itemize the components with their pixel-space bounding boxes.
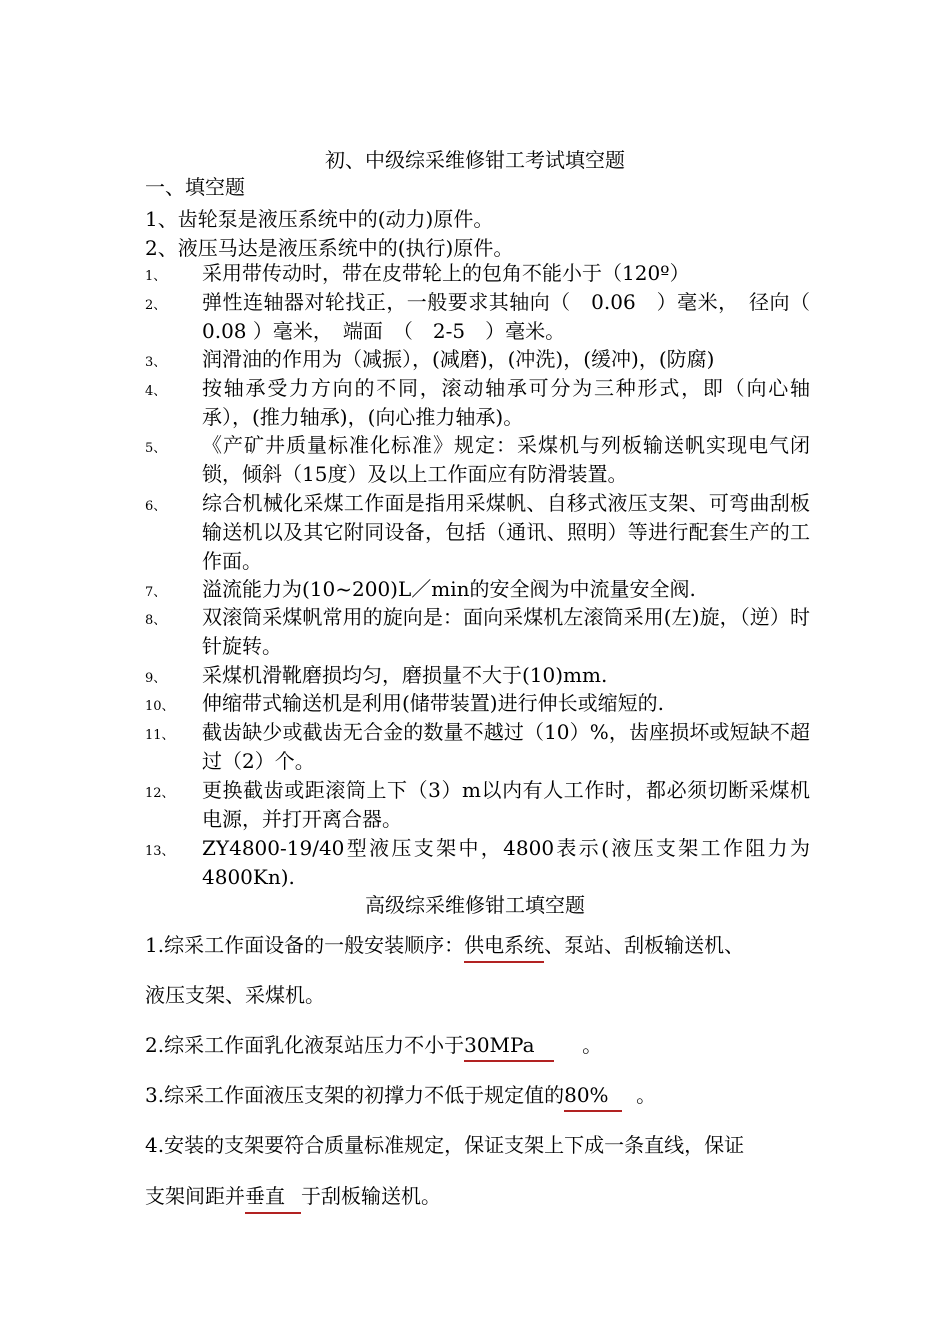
question-text: 支架间距并 [145,1184,245,1208]
advanced-section-title: 高级综采维修钳工填空题 [365,893,585,917]
question-number: 9、 [145,671,167,686]
question-text: 2.综采工作面乳化液泵站压力不小于 [145,1033,465,1057]
question-text: 截齿缺少或截齿无合金的数量不越过（10）%，齿座损坏或短缺不超过（2）个。 [202,720,810,773]
answer-underline: 30MPa [464,1033,554,1062]
question-number: 5、 [145,441,167,456]
question-text: 更换截齿或距滚筒上下（3）m以内有人工作时，都必须切断采煤机电源，并打开离合器。 [202,778,810,831]
advanced-question-3 [145,1079,656,1112]
question-text: 按轴承受力方向的不同，滚动轴承可分为三种形式，即（向心轴承），(推力轴承)，(向心推力轴承)。 [202,376,810,429]
question-text: 3.综采工作面液压支架的初撑力不低于规定值的 [145,1083,565,1107]
question-text: 弹性连轴器对轮找正，一般要求其轴向（ 0.06 ）毫米， 径向（ 0.08 ）毫米， 端面 （ 2-5 ）毫米。 [202,290,810,343]
question-number: 13、 [145,844,175,859]
question-text: 。 [636,1083,657,1107]
advanced-question-4: 4.安装的支架要符合质量标准规定，保证支架上下成一条直线，保证 [145,1133,745,1157]
question-number: 11、 [145,728,175,743]
question-text: 溢流能力为(10~200)L／min的安全阀为中流量安全阀. [202,577,696,601]
question-number: 4、 [145,384,167,399]
question-text: 伸缩带式输送机是利用(储带装置)进行伸长或缩短的. [202,691,664,715]
question-text: 。 [582,1033,603,1057]
question-number: 7、 [145,585,167,600]
intro-question-2: 2、液压马达是液压系统中的(执行)原件。 [145,236,514,260]
question-number: 8、 [145,613,167,628]
advanced-question-4-cont [145,1180,441,1214]
question-number: 1、 [145,269,167,284]
question-number: 6、 [145,499,167,514]
section-heading: 一、填空题 [145,175,245,199]
intro-question-1: 1、齿轮泵是液压系统中的(动力)原件。 [145,207,494,231]
question-number: 10、 [145,699,175,714]
answer-underline: 垂直 [245,1180,301,1214]
question-text: 《产矿井质量标准化标准》规定：采煤机与列板输送帆实现电气闭锁，倾斜（15度）及以上工作面应有防滑装置。 [202,433,810,486]
question-text: 润滑油的作用为（减振），(减磨)，(冲洗)，(缓冲)，(防腐) [202,347,715,371]
answer-underline: 80% [564,1083,622,1112]
advanced-question-1-cont: 液压支架、采煤机。 [145,983,325,1007]
document-title: 初、中级综采维修钳工考试填空题 [325,148,625,172]
advanced-question-2 [145,1029,602,1062]
question-text: 1.综采工作面设备的一般安装顺序： [145,933,465,957]
question-text: 于刮板输送机。 [301,1184,441,1208]
question-number: 2、 [145,298,167,313]
advanced-question-1 [145,929,744,963]
question-number: 3、 [145,355,167,370]
answer-underline: 供电系统 [464,929,544,963]
question-number: 12、 [145,786,175,801]
question-text: ZY4800-19/40型液压支架中，4800表示(液压支架工作阻力为4800Kn). [202,836,810,889]
question-text: 双滚筒采煤帆常用的旋向是：面向采煤机左滚筒采用(左)旋，（逆）时针旋转。 [202,605,810,658]
question-text: 综合机械化采煤工作面是指用采煤帆、自移式液压支架、可弯曲刮板输送机以及其它附同设备，包括（通讯、照明）等进行配套生产的工作面。 [202,491,810,573]
question-text: 采煤机滑靴磨损均匀，磨损量不大于(10)mm. [202,663,608,687]
question-text: 采用带传动时，带在皮带轮上的包角不能小于（120º） [202,261,690,285]
question-text: 、泵站、刮板输送机、 [544,933,745,957]
